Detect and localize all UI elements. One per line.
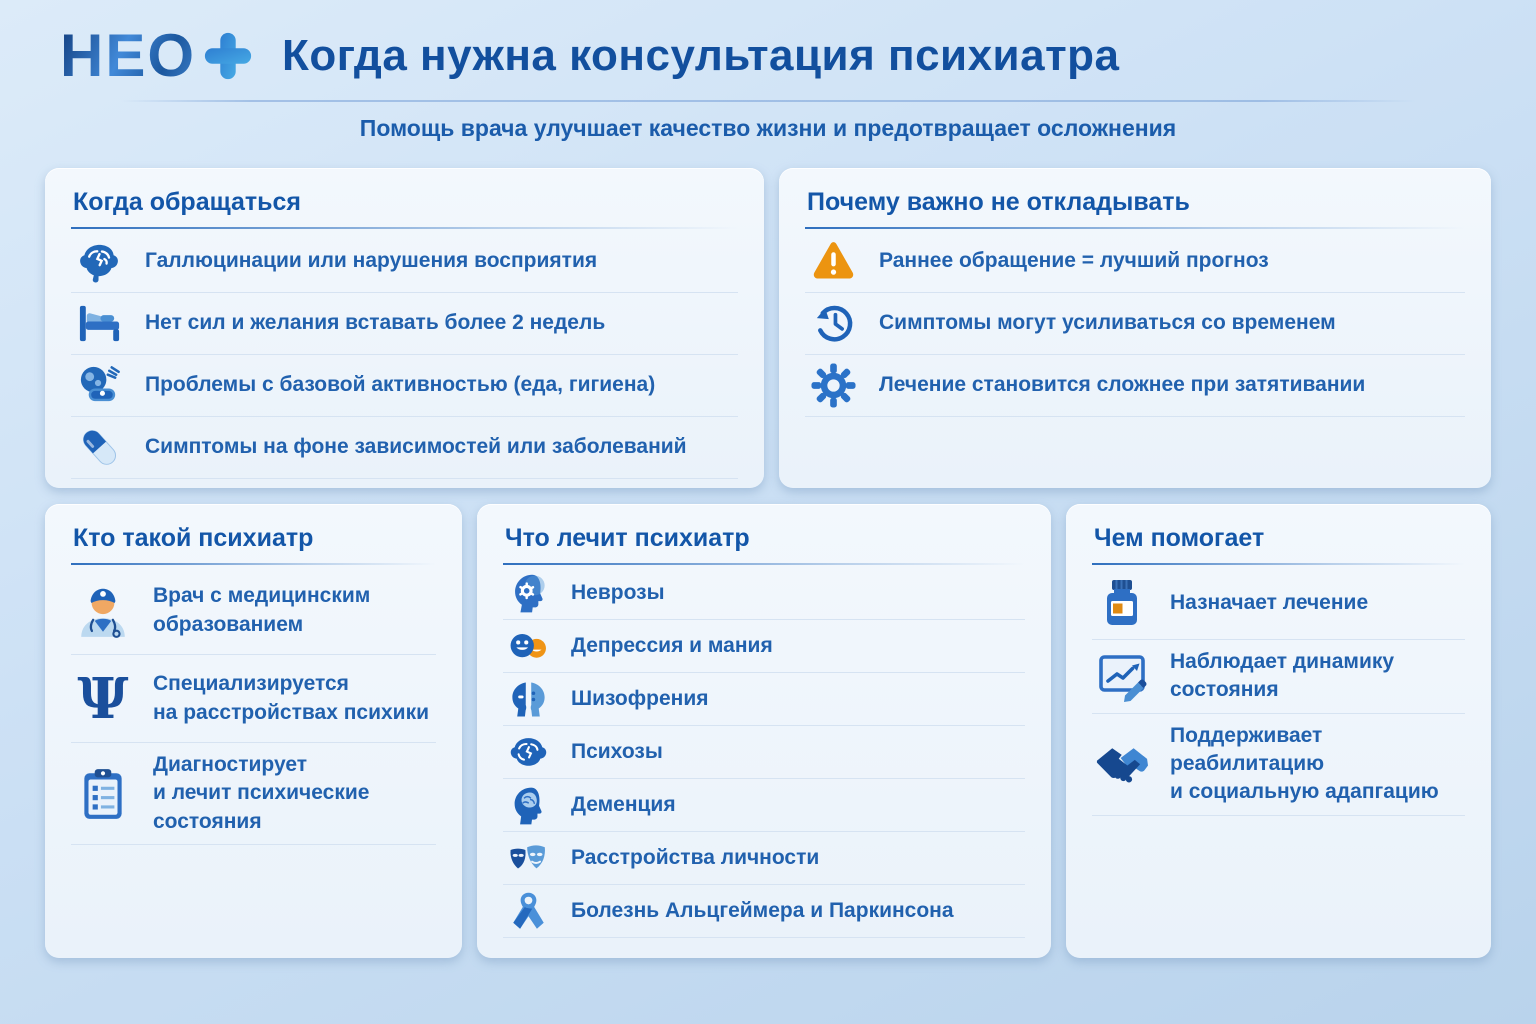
bed-icon bbox=[71, 300, 127, 347]
brand-logo-text: НЕО bbox=[60, 22, 197, 89]
card-who-is-psychiatrist bbox=[45, 504, 462, 958]
item-text: Симптомы на фоне зависимостей или заболеваний bbox=[145, 435, 687, 459]
list-item bbox=[805, 355, 1465, 417]
chart-icon bbox=[1092, 650, 1152, 702]
item-text: Специализируется на расстройствах психики bbox=[153, 672, 429, 724]
head-brain-icon bbox=[503, 784, 553, 827]
card-title: Чем помогает bbox=[1094, 524, 1265, 552]
item-text: Наблюдает динамику состояния bbox=[1170, 650, 1395, 702]
list-item bbox=[503, 885, 1025, 938]
list-item bbox=[503, 620, 1025, 673]
card-title: Почему важно не откладывать bbox=[807, 188, 1190, 216]
list-item bbox=[71, 293, 738, 355]
warning-icon bbox=[805, 238, 861, 285]
history-clock-icon bbox=[805, 300, 861, 347]
item-text: Депрессия и мания bbox=[571, 633, 773, 657]
card-title: Что лечит психиатр bbox=[505, 524, 750, 552]
clipboard-icon bbox=[71, 765, 135, 823]
item-text: Болезнь Альцгеймера и Паркинсона bbox=[571, 898, 954, 922]
item-text: Неврозы bbox=[571, 580, 665, 604]
list-item bbox=[71, 655, 436, 743]
item-text: Галлюцинации или нарушения восприятия bbox=[145, 249, 598, 273]
item-text: Назначает лечение bbox=[1170, 590, 1369, 614]
item-text: Шизофрения bbox=[571, 686, 709, 710]
list-item bbox=[71, 417, 738, 479]
ribbon-icon bbox=[503, 890, 553, 933]
item-text: Поддерживает реабилитацию и социальную адапгацию bbox=[1170, 723, 1439, 804]
title-underline bbox=[71, 563, 436, 565]
list-item bbox=[503, 832, 1025, 885]
item-text: Раннее обращение = лучший прогноз bbox=[879, 249, 1269, 273]
head-gear-icon bbox=[503, 572, 553, 615]
list-item bbox=[71, 567, 436, 655]
item-text: Проблемы с базовой активностью (еда, гигиена) bbox=[145, 373, 656, 397]
medicine-bottle-icon bbox=[1092, 577, 1152, 629]
split-head-icon bbox=[503, 678, 553, 721]
list-item bbox=[805, 293, 1465, 355]
page-title: Когда нужна консультация психиатра bbox=[282, 31, 1120, 80]
gear-icon bbox=[805, 362, 861, 409]
brain2-icon bbox=[503, 731, 553, 774]
title-underline bbox=[805, 227, 1465, 229]
list-item bbox=[503, 567, 1025, 620]
list-item bbox=[805, 231, 1465, 293]
card-how-helps bbox=[1066, 504, 1491, 958]
item-text: Нет сил и желания вставать более 2 недель bbox=[145, 311, 606, 335]
card-what-treats bbox=[477, 504, 1051, 958]
list-item bbox=[71, 355, 738, 417]
meal-icon bbox=[71, 362, 127, 409]
header-divider bbox=[120, 100, 1416, 102]
list-item bbox=[71, 743, 436, 845]
item-text: Расстройства личности bbox=[571, 845, 820, 869]
handshake-icon bbox=[1092, 738, 1152, 790]
item-text: Симптомы могут усиливаться со временем bbox=[879, 311, 1336, 335]
faces-icon bbox=[503, 625, 553, 668]
list-item bbox=[503, 673, 1025, 726]
list-item bbox=[1092, 714, 1465, 816]
list-item bbox=[1092, 567, 1465, 640]
item-text: Диагностирует и лечит психические состояния bbox=[153, 753, 370, 833]
top-row bbox=[0, 168, 1536, 488]
brain-icon bbox=[71, 238, 127, 285]
bottom-row bbox=[0, 504, 1536, 958]
brand-logo bbox=[60, 22, 254, 89]
plus-icon bbox=[202, 30, 254, 82]
card-when-to-seek bbox=[45, 168, 764, 488]
item-text: Психозы bbox=[571, 739, 663, 763]
list-item bbox=[71, 231, 738, 293]
list-item bbox=[503, 779, 1025, 832]
list-item bbox=[503, 726, 1025, 779]
header bbox=[0, 0, 1536, 89]
item-text: Деменция bbox=[571, 792, 676, 816]
psi-icon: Ψ bbox=[77, 665, 129, 732]
card-title: Кто такой психиатр bbox=[73, 524, 314, 552]
item-text: Лечение становится сложнее при затятивании bbox=[879, 373, 1366, 397]
title-underline bbox=[503, 563, 1025, 565]
card-title: Когда обращаться bbox=[73, 188, 302, 216]
item-text: Врач с медицинским образованием bbox=[153, 584, 371, 636]
doctor-icon bbox=[71, 582, 135, 640]
title-underline bbox=[71, 227, 738, 229]
page-subtitle: Помощь врача улучшает качество жизни и предотвращает осложнения bbox=[359, 115, 1177, 141]
list-item bbox=[1092, 640, 1465, 714]
masks-icon bbox=[503, 837, 553, 880]
card-why-not-delay bbox=[779, 168, 1491, 488]
title-underline bbox=[1092, 563, 1465, 565]
pill-icon bbox=[71, 424, 127, 471]
